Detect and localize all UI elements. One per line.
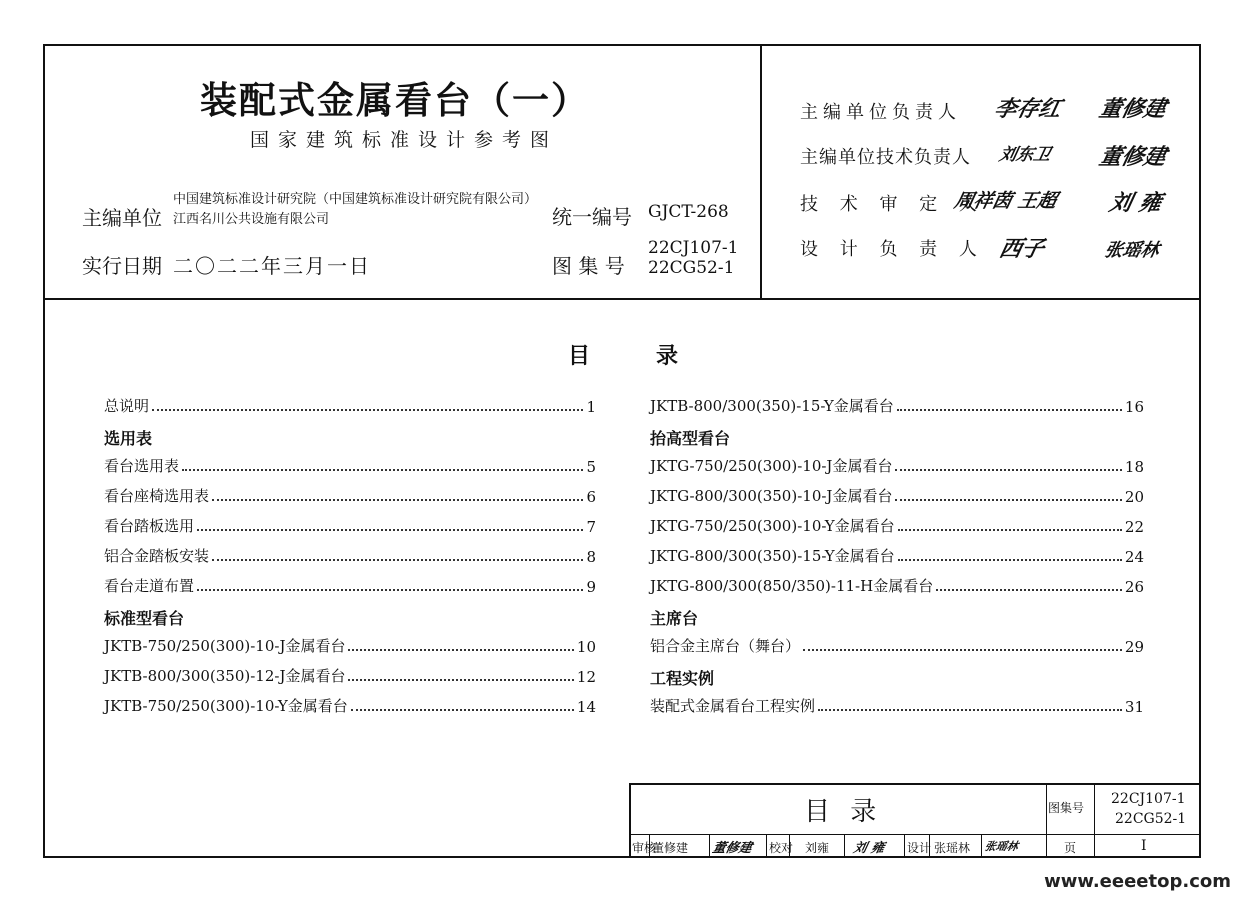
review-label: 审核 <box>632 841 657 855</box>
toc-section-heading: 选用表 <box>104 429 153 448</box>
toc-entry[interactable] <box>104 664 596 686</box>
toc-entry-label: 总说明 <box>104 397 150 415</box>
title-block-atlas-no-1: 22CJ107-1 <box>1111 791 1186 807</box>
document-subtitle: 国家建筑标准设计参考图 <box>250 129 559 151</box>
title-block-atlas-no-2: 22CG52-1 <box>1115 811 1187 827</box>
editor-unit-label: 主编单位 <box>82 206 162 230</box>
toc-entry-label: JKTB-750/250(300)-10-J金属看台 <box>104 637 346 655</box>
toc-entry-page: 22 <box>1124 518 1144 536</box>
header-divider <box>43 298 1201 300</box>
toc-entry-page: 24 <box>1124 548 1144 566</box>
toc-leader-dots <box>895 469 1121 471</box>
title-block-atlas-label: 图集号 <box>1048 801 1085 815</box>
toc-title-left: 目 <box>568 344 591 369</box>
toc-entry-label: JKTG-750/250(300)-10-J金属看台 <box>650 457 893 475</box>
toc-section-heading: 主席台 <box>650 609 699 628</box>
toc-leader-dots <box>348 649 573 651</box>
toc-entry-page: 1 <box>586 398 596 416</box>
resp-signature-4a: 西子 <box>996 236 1047 262</box>
toc-entry[interactable] <box>104 394 596 416</box>
toc-entry[interactable] <box>104 484 596 506</box>
toc-entry-page: 7 <box>586 518 596 536</box>
header-vertical-divider <box>760 44 762 300</box>
resp-signature-3b: 刘 雍 <box>1106 190 1165 216</box>
toc-leader-dots <box>351 709 574 711</box>
toc-leader-dots <box>152 409 583 411</box>
watermark: www.eeeetop.com <box>1044 871 1231 892</box>
toc-entry[interactable] <box>650 454 1144 476</box>
toc-entry-page: 20 <box>1124 488 1144 506</box>
toc-entry-page: 16 <box>1124 398 1144 416</box>
toc-entry-label: 铝合金主席台（舞台） <box>650 637 801 655</box>
toc-entry[interactable] <box>650 694 1144 716</box>
toc-leader-dots <box>348 679 573 681</box>
document-title: 装配式金属看台（一） <box>200 79 590 122</box>
toc-entry[interactable] <box>104 634 596 656</box>
resp-signature-1a: 李存红 <box>991 96 1064 122</box>
toc-section-heading: 工程实例 <box>650 669 715 688</box>
editor-unit-line1: 中国建筑标准设计研究院（中国建筑标准设计研究院有限公司） <box>173 192 538 207</box>
resp-signature-2b: 董修建 <box>1096 144 1169 170</box>
toc-entry-label: JKTG-800/300(350)-10-J金属看台 <box>650 487 893 505</box>
resp-signature-1b: 董修建 <box>1096 96 1169 122</box>
effective-date-label: 实行日期 <box>82 254 162 278</box>
page-label: 页 <box>1064 841 1077 855</box>
toc-entry-page: 12 <box>576 668 596 686</box>
toc-entry[interactable] <box>104 574 596 596</box>
review-name: 董修建 <box>652 841 689 855</box>
atlas-no-label: 图 集 号 <box>552 254 625 278</box>
toc-entry-label: JKTB-750/250(300)-10-Y金属看台 <box>104 697 348 715</box>
toc-leader-dots <box>197 589 583 591</box>
resp-role-4: 设 计 负 责 人 <box>800 239 985 260</box>
toc-leader-dots <box>936 589 1122 591</box>
toc-entry-label: 看台走道布置 <box>104 577 195 595</box>
toc-entry-label: JKTB-800/300(350)-12-J金属看台 <box>104 667 346 685</box>
toc-leader-dots <box>197 529 583 531</box>
toc-entry[interactable] <box>104 514 596 536</box>
toc-entry-label: 看台座椅选用表 <box>104 487 210 505</box>
design-name: 张瑶林 <box>934 841 971 855</box>
toc-entry[interactable] <box>104 544 596 566</box>
page-number: I <box>1141 838 1147 854</box>
unified-no-label: 统一编号 <box>552 205 632 229</box>
toc-leader-dots <box>212 499 583 501</box>
toc-entry-label: 看台选用表 <box>104 457 180 475</box>
title-block <box>629 783 1201 858</box>
toc-entry-page: 9 <box>586 578 596 596</box>
toc-entry-page: 29 <box>1124 638 1144 656</box>
toc-leader-dots <box>898 529 1122 531</box>
toc-leader-dots <box>818 709 1122 711</box>
toc-leader-dots <box>895 499 1121 501</box>
editor-unit-line2: 江西名川公共设施有限公司 <box>173 212 330 227</box>
toc-entry-page: 26 <box>1124 578 1144 596</box>
toc-leader-dots <box>212 559 583 561</box>
toc-entry-page: 14 <box>576 698 596 716</box>
toc-entry-label: JKTB-800/300(350)-15-Y金属看台 <box>650 397 894 415</box>
resp-role-2: 主编单位技术负责人 <box>800 147 971 168</box>
resp-signature-3a: 周祥茵 王超 <box>952 190 1059 212</box>
toc-title-right: 录 <box>656 344 679 369</box>
review-signature: 董修建 <box>710 841 754 856</box>
toc-leader-dots <box>897 409 1122 411</box>
resp-signature-2a: 刘东卫 <box>997 145 1053 165</box>
resp-role-1: 主编单位负责人 <box>800 102 961 123</box>
resp-signature-4b: 张瑶林 <box>1102 240 1161 261</box>
resp-role-3: 技 术 审 定 人 <box>800 194 985 215</box>
atlas-no-1: 22CJ107-1 <box>648 238 739 258</box>
toc-leader-dots <box>182 469 583 471</box>
toc-entry-label: 装配式金属看台工程实例 <box>650 697 816 715</box>
toc-entry-label: JKTG-800/300(350)-15-Y金属看台 <box>650 547 895 565</box>
toc-section-heading: 抬高型看台 <box>650 429 731 448</box>
design-label: 设计 <box>907 841 932 855</box>
toc-entry-page: 10 <box>576 638 596 656</box>
toc-entry[interactable] <box>650 484 1144 506</box>
unified-no: GJCT-268 <box>648 202 729 222</box>
toc-entry[interactable] <box>650 514 1144 536</box>
toc-entry-label: 看台踏板选用 <box>104 517 195 535</box>
toc-entry-page: 31 <box>1124 698 1144 716</box>
toc-entry[interactable] <box>650 544 1144 566</box>
toc-entry[interactable] <box>104 694 596 716</box>
title-block-title: 目 录 <box>804 797 883 827</box>
toc-entry-page: 6 <box>586 488 596 506</box>
toc-section-heading: 标准型看台 <box>104 609 185 628</box>
toc-entry[interactable] <box>650 574 1144 596</box>
toc-entry-label: 铝合金踏板安装 <box>104 547 210 565</box>
drawing-frame <box>43 44 1201 858</box>
toc-leader-dots <box>803 649 1122 651</box>
check-signature: 刘 雍 <box>851 841 886 856</box>
toc-entry-page: 8 <box>586 548 596 566</box>
toc-entry-label: JKTG-750/250(300)-10-Y金属看台 <box>650 517 895 535</box>
toc-entry-page: 5 <box>586 458 596 476</box>
toc-entry-page: 18 <box>1124 458 1144 476</box>
atlas-no-2: 22CG52-1 <box>648 258 735 278</box>
toc-leader-dots <box>898 559 1122 561</box>
toc-entry-label: JKTG-800/300(850/350)-11-H金属看台 <box>650 577 934 595</box>
check-label: 校对 <box>769 841 794 855</box>
toc-entry[interactable] <box>650 394 1144 416</box>
toc-entry[interactable] <box>650 634 1144 656</box>
check-name: 刘雍 <box>805 841 830 855</box>
effective-date: 二〇二二年三月一日 <box>173 254 371 278</box>
design-signature: 张瑶林 <box>983 840 1020 853</box>
toc-entry[interactable] <box>104 454 596 476</box>
